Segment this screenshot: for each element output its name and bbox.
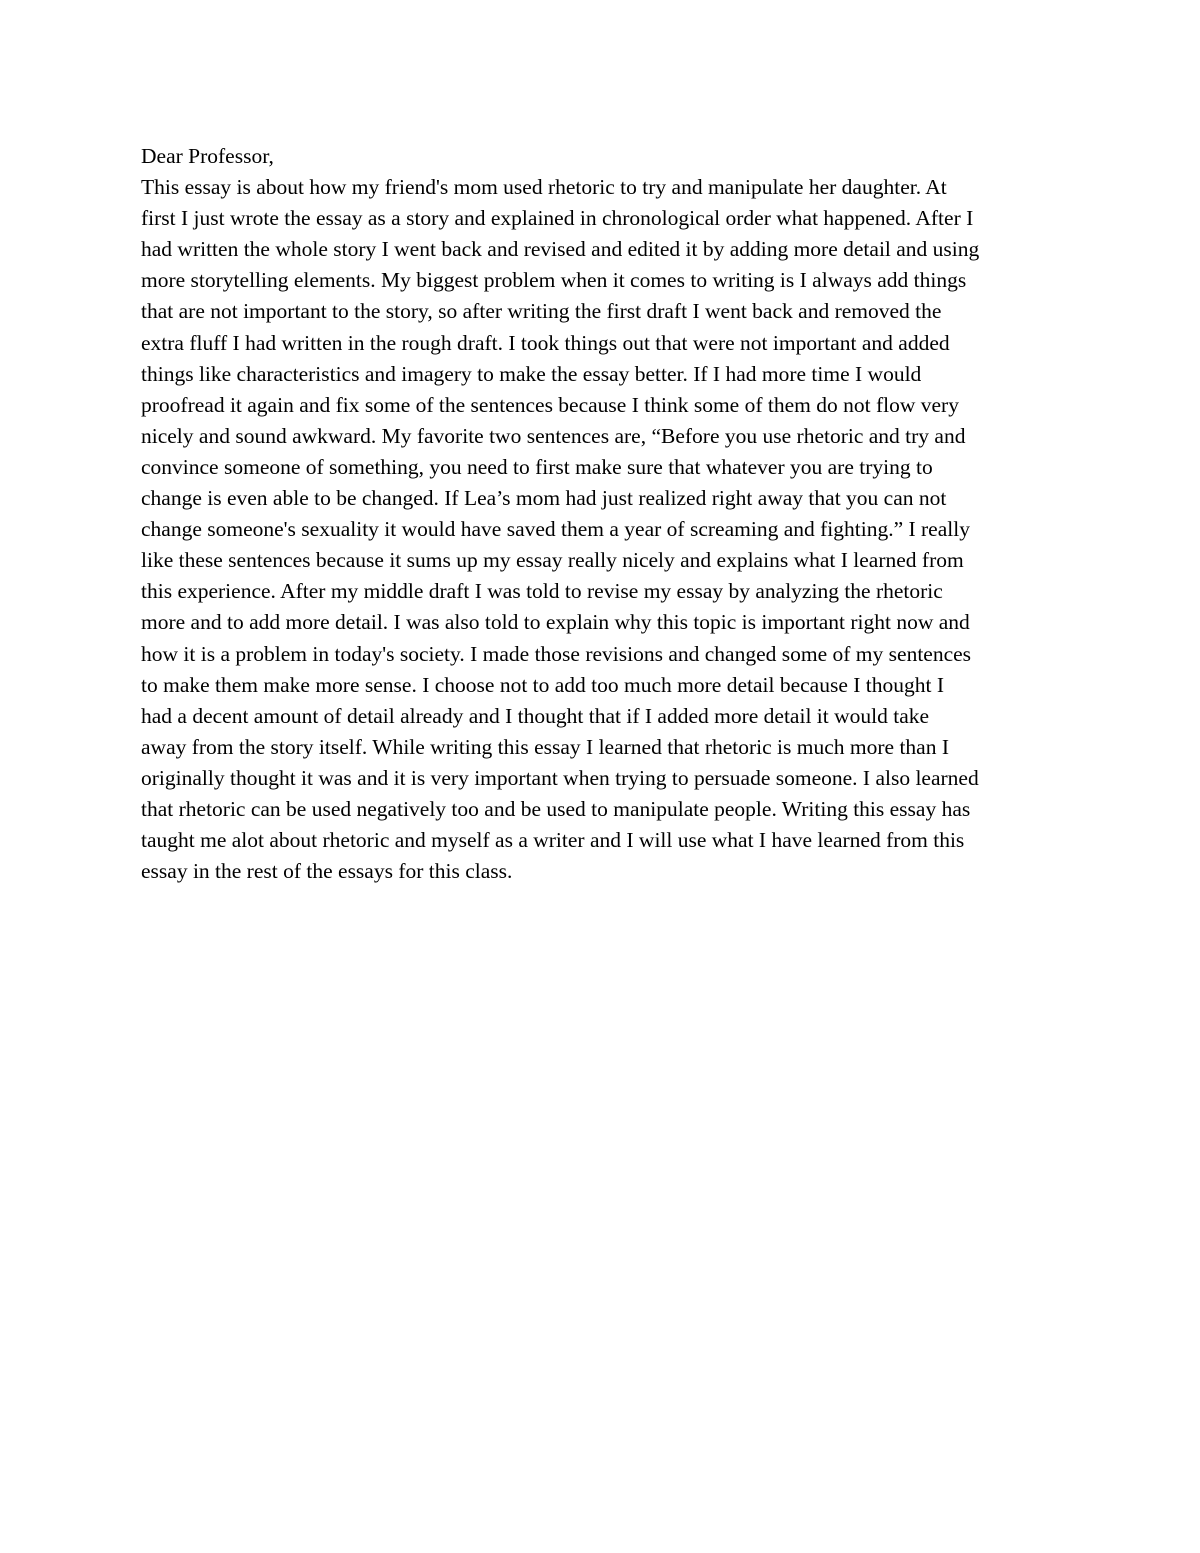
body-line: change someone's sexuality it would have saved them a year of screaming and fighting.” I really [141,517,970,542]
body-line: more storytelling elements. My biggest problem when it comes to writing is I always add things [141,268,967,293]
body-line: more and to add more detail. I was also told to explain why this topic is important right now and [141,610,970,635]
body-line: taught me alot about rhetoric and myself as a writer and I will use what I have learned from this [141,828,965,853]
body-line: how it is a problem in today's society. I made those revisions and changed some of my sentences [141,641,972,666]
body-line: had written the whole story I went back and revised and edited it by adding more detail and using [141,237,980,262]
body-line: change is even able to be changed. If Lea’s mom had just realized right away that you can not [141,486,947,511]
body-line: convince someone of something, you need to first make sure that whatever you are trying to [141,454,933,479]
body-line: to make them make more sense. I choose not to add too much more detail because I thought I [141,672,945,697]
body-line: originally thought it was and it is very important when trying to persuade someone. I also learned [141,765,979,790]
body-line: that are not important to the story, so after writing the first draft I went back and removed the [141,299,942,324]
body-line: extra fluff I had written in the rough draft. I took things out that were not important and added [141,330,950,355]
body-line: essay in the rest of the essays for this class. [141,859,513,884]
body-line: proofread it again and fix some of the sentences because I think some of them do not flow very [141,392,959,417]
body-line: things like characteristics and imagery to make the essay better. If I had more time I would [141,361,922,386]
letter-body [141,141,1071,887]
body-line: This essay is about how my friend's mom used rhetoric to try and manipulate her daughter. At [141,175,947,200]
body-line: this experience. After my middle draft I was told to revise my essay by analyzing the rhetoric [141,579,943,604]
body-line: that rhetoric can be used negatively too and be used to manipulate people. Writing this essay has [141,796,971,821]
body-line: away from the story itself. While writing this essay I learned that rhetoric is much more than I [141,734,950,759]
body-line: had a decent amount of detail already and I thought that if I added more detail it would take [141,703,930,728]
salutation: Dear Professor, [141,144,274,168]
body-line: first I just wrote the essay as a story and explained in chronological order what happened. After I [141,206,974,231]
body-line: nicely and sound awkward. My favorite two sentences are, “Before you use rhetoric and try and [141,423,966,448]
body-line: like these sentences because it sums up my essay really nicely and explains what I learned from [141,548,964,573]
